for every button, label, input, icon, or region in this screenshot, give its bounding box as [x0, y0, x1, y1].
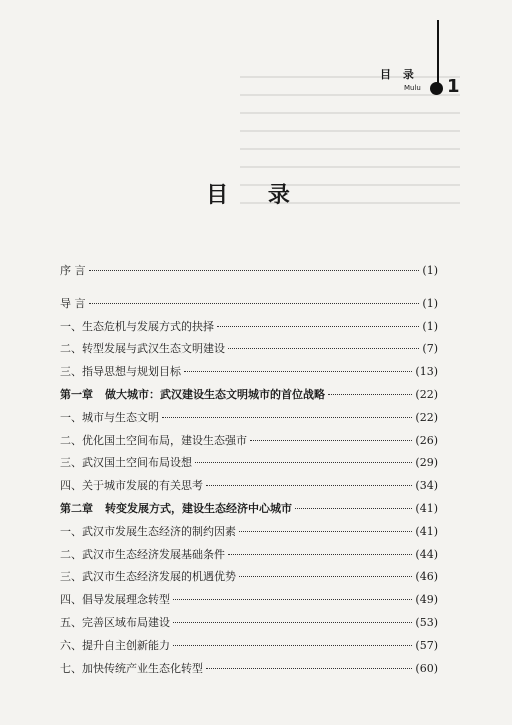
toc-entry-page: (41) [415, 501, 438, 515]
toc-entry[interactable] [60, 318, 438, 341]
toc-entry-label: 序 言 [60, 264, 86, 277]
toc-entry-page: (34) [415, 479, 438, 493]
toc-entry-label: 三、武汉市生态经济发展的机遇优势 [60, 570, 236, 584]
toc-entry[interactable] [60, 614, 438, 637]
dot-leader [89, 270, 420, 271]
toc-entry-label: 二、武汉市生态经济发展基础条件 [60, 547, 225, 561]
toc-entry-page: (29) [415, 456, 438, 470]
dot-leader [328, 394, 412, 395]
toc-entry-label: 导 言 [60, 296, 86, 310]
toc-entry[interactable] [60, 432, 438, 455]
table-of-contents [60, 262, 438, 682]
running-header-subtitle: Mulu [404, 84, 421, 92]
page-number: 1 [447, 76, 460, 97]
dot-leader [250, 440, 412, 441]
toc-entry[interactable] [60, 340, 438, 363]
chapter-number: 第一章 [60, 387, 93, 401]
toc-entry-page: (7) [422, 342, 438, 356]
toc-entry-page: (13) [415, 365, 438, 379]
toc-entry-label: 二、优化国土空间布局，建设生态强市 [60, 433, 247, 447]
toc-entry[interactable] [60, 477, 438, 500]
dot-leader [228, 348, 419, 349]
dot-leader [173, 645, 412, 646]
toc-entry-page: (1) [422, 296, 438, 310]
toc-entry-page: (57) [415, 638, 438, 652]
toc-entry-label: 一、武汉市发展生态经济的制约因素 [60, 524, 236, 538]
toc-entry-page: (60) [415, 661, 438, 675]
toc-entry-label: 七、加快传统产业生态化转型 [60, 661, 203, 675]
toc-entry[interactable] [60, 454, 438, 477]
toc-entry-page: (1) [422, 264, 438, 277]
toc-entry[interactable] [60, 568, 438, 591]
chapter-number: 第二章 [60, 501, 93, 515]
toc-entry-introduction[interactable] [60, 295, 438, 318]
toc-entry-page: (26) [415, 433, 438, 447]
toc-entry-label: 二、转型发展与武汉生态文明建设 [60, 342, 225, 356]
dot-leader [173, 599, 412, 600]
toc-entry[interactable] [60, 363, 438, 386]
toc-entry-label: 一、城市与生态文明 [60, 410, 159, 424]
toc-entry-label: 三、指导思想与规划目标 [60, 365, 181, 379]
running-header-title: 目 录 [380, 68, 418, 81]
chapter-title: 做大城市：武汉建设生态文明城市的首位战略 [105, 387, 325, 401]
dot-leader [173, 622, 412, 623]
dot-leader [295, 508, 412, 509]
dot-leader [228, 554, 412, 555]
toc-entry-page: (53) [415, 615, 438, 629]
toc-entry-preface[interactable] [60, 262, 438, 285]
header-vertical-rule [437, 20, 439, 88]
toc-entry-page: (22) [415, 410, 438, 424]
toc-entry[interactable] [60, 591, 438, 614]
toc-entry-label: 三、武汉国土空间布局设想 [60, 456, 192, 470]
dot-leader [206, 485, 412, 486]
dot-leader [162, 417, 412, 418]
dot-leader [217, 326, 419, 327]
bleed-through-text [240, 60, 460, 240]
toc-entry[interactable] [60, 546, 438, 569]
toc-entry-page: (41) [415, 524, 438, 538]
chapter-title: 转变发展方式，建设生态经济中心城市 [105, 501, 292, 515]
dot-leader [206, 668, 412, 669]
toc-entry-page: (1) [422, 319, 438, 333]
toc-entry[interactable] [60, 409, 438, 432]
toc-entry-page: (46) [415, 570, 438, 584]
toc-entry-page: (22) [415, 387, 438, 401]
header-dot-ornament [430, 82, 443, 95]
toc-chapter-1[interactable] [60, 386, 438, 409]
toc-entry-label: 一、生态危机与发展方式的抉择 [60, 319, 214, 333]
toc-entry-label: 六、提升自主创新能力 [60, 638, 170, 652]
toc-chapter-heading [60, 386, 325, 402]
toc-entry-label: 五、完善区域布局建设 [60, 615, 170, 629]
dot-leader [184, 371, 412, 372]
dot-leader [239, 576, 412, 577]
dot-leader [89, 303, 420, 304]
toc-entry-page: (49) [415, 593, 438, 607]
toc-entry[interactable] [60, 660, 438, 683]
toc-entry-label: 四、关于城市发展的有关思考 [60, 479, 203, 493]
toc-entry-label: 四、倡导发展理念转型 [60, 593, 170, 607]
toc-entry[interactable] [60, 637, 438, 660]
page-title: 目 录 [206, 183, 306, 208]
toc-chapter-2[interactable] [60, 500, 438, 523]
toc-entry-page: (44) [415, 547, 438, 561]
dot-leader [239, 531, 412, 532]
toc-entry[interactable] [60, 523, 438, 546]
dot-leader [195, 462, 412, 463]
toc-chapter-heading [60, 500, 292, 516]
